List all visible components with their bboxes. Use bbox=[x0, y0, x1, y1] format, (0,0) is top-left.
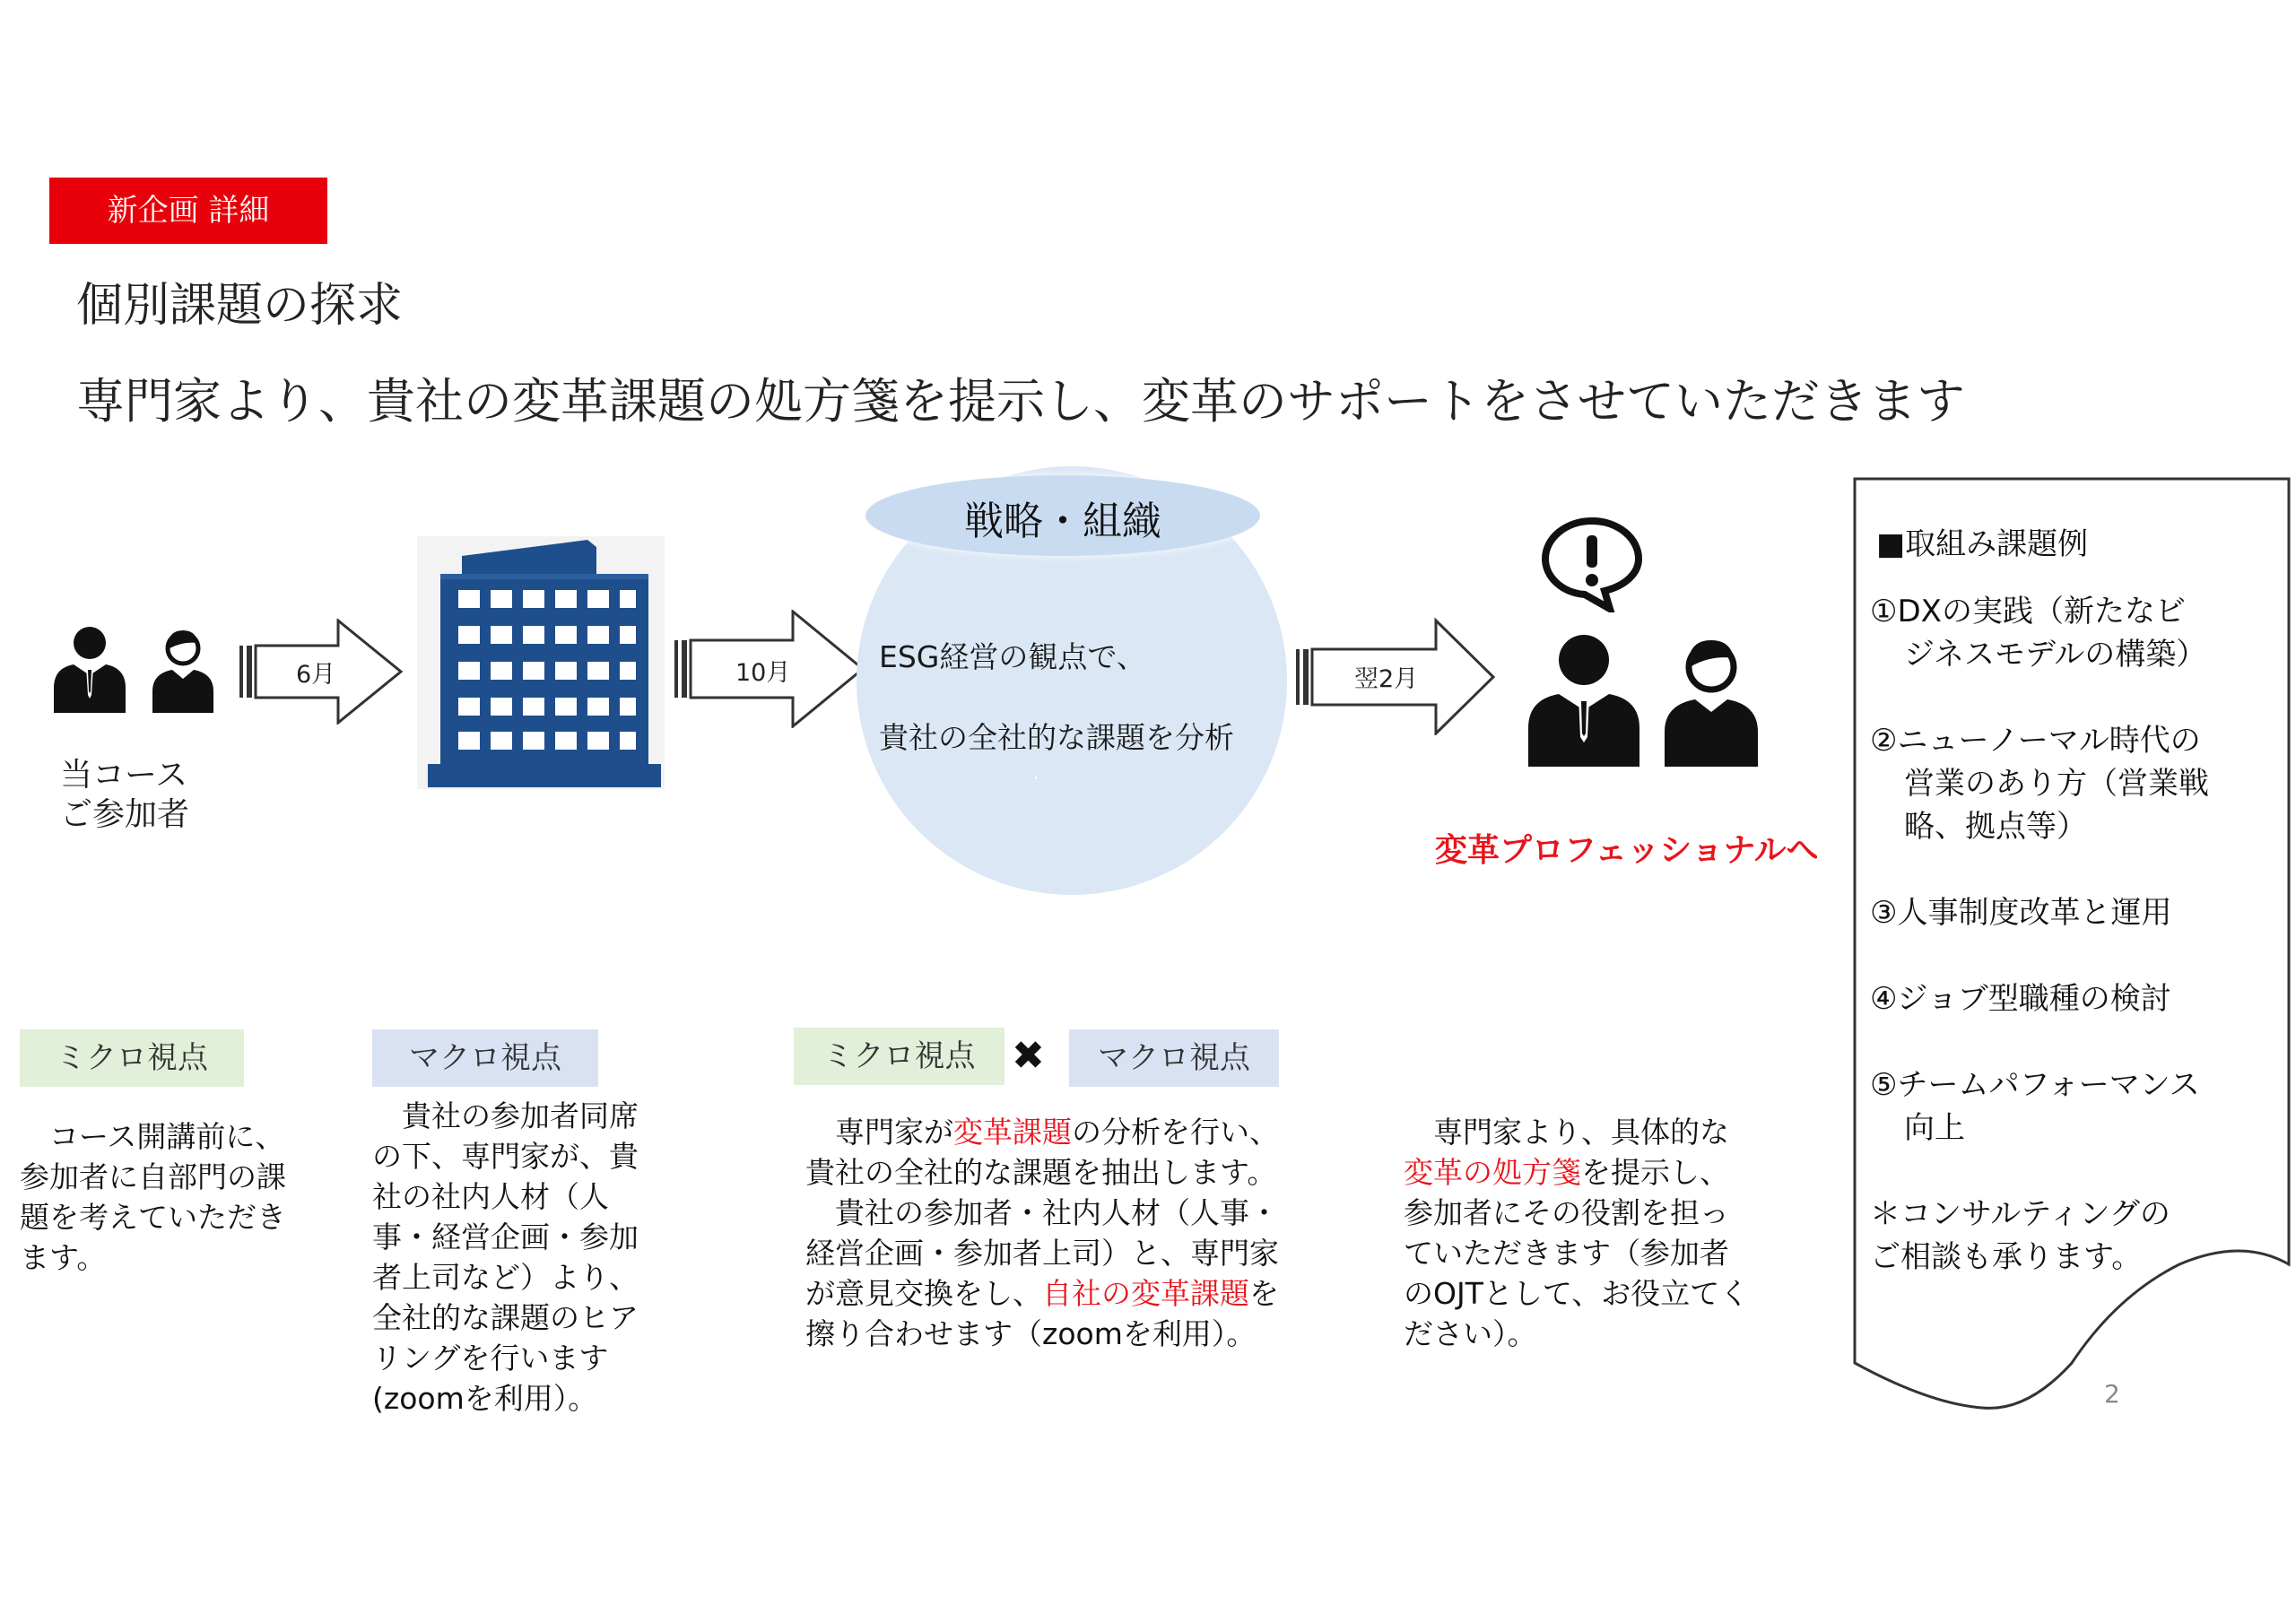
circle-dot: ・ bbox=[1030, 772, 1042, 786]
new-plan-tag: 新企画 詳細 bbox=[49, 178, 327, 244]
col1-text: コース開講前に、 参加者に自部門の課 題を考えていただき ます。 bbox=[20, 1119, 286, 1275]
participants-label: 当コース ご参加者 bbox=[60, 757, 190, 833]
circle-header: 戦略・組織 bbox=[964, 499, 1161, 544]
arrow-2-label: 10月 bbox=[735, 659, 791, 687]
col2-text: 貴社の参加者同席 の下、専門家が、貴 社の社内人材（人 事・経営企画・参加 者上司など）より、 全社的な課題のヒア リングを行います (zoomを利用）。 bbox=[372, 1098, 639, 1416]
sidebar-item-1: ①DXの実践（新たなビ ジネスモデルの構築） bbox=[1870, 594, 2207, 673]
sidebar-item-5: ⑤チームパフォーマンス 向上 bbox=[1870, 1067, 2200, 1146]
page-subtitle: 専門家より、貴社の変革課題の処方箋を提示し、変革のサポートをさせていただきます bbox=[76, 373, 1965, 430]
sidebar-item-4: ④ジョブ型職種の検討 bbox=[1870, 981, 2171, 1017]
page-title: 個別課題の探求 bbox=[76, 279, 404, 333]
cross-icon: ✖ bbox=[1012, 1033, 1045, 1079]
arrow-1-label: 6月 bbox=[296, 661, 336, 689]
two-people-icon bbox=[47, 623, 226, 713]
sidebar-heading: ■取組み課題例 bbox=[1876, 526, 2089, 562]
professional-people-icon bbox=[1525, 628, 1762, 767]
circle-line-1: ESG経営の観点で、 bbox=[879, 639, 1146, 674]
micro-badge-2: ミクロ視点 bbox=[794, 1028, 1004, 1085]
exclamation-speech-bubble-icon bbox=[1538, 516, 1646, 612]
macro-badge: マクロ視点 bbox=[372, 1029, 598, 1087]
circle-line-2: 貴社の全社的な課題を分析 bbox=[879, 720, 1234, 755]
office-building-icon bbox=[408, 529, 674, 796]
arrow-3-label: 翌2月 bbox=[1354, 665, 1419, 693]
micro-badge: ミクロ視点 bbox=[20, 1029, 244, 1087]
sidebar-note: ＊コンサルティングの ご相談も承ります。 bbox=[1870, 1196, 2170, 1275]
sidebar-item-3: ③人事制度改革と運用 bbox=[1870, 895, 2172, 931]
sidebar-item-2: ②ニューノーマル時代の 営業のあり方（営業戦 略、拠点等） bbox=[1870, 723, 2209, 845]
macro-badge-2: マクロ視点 bbox=[1069, 1029, 1279, 1087]
page-number: 2 bbox=[2104, 1379, 2120, 1409]
col4-text: 専門家より、具体的な 変革の処方箋を提示し、 参加者にその役割を担っ ていただきます（参加者 のOJTとして、お役立てく ださい）。 bbox=[1404, 1115, 1750, 1351]
professional-label: 変革プロフェッショナルへ bbox=[1435, 832, 1819, 869]
col3-text: 専門家が変革課題の分析を行い、 貴社の全社的な課題を抽出します。 貴社の参加者・社内人材（人事・ 経営企画・参加者上司）と、専門家 が意見交換をし、自社の変革課題を 擦り合わせます（zoomを利用）。 bbox=[805, 1115, 1279, 1351]
